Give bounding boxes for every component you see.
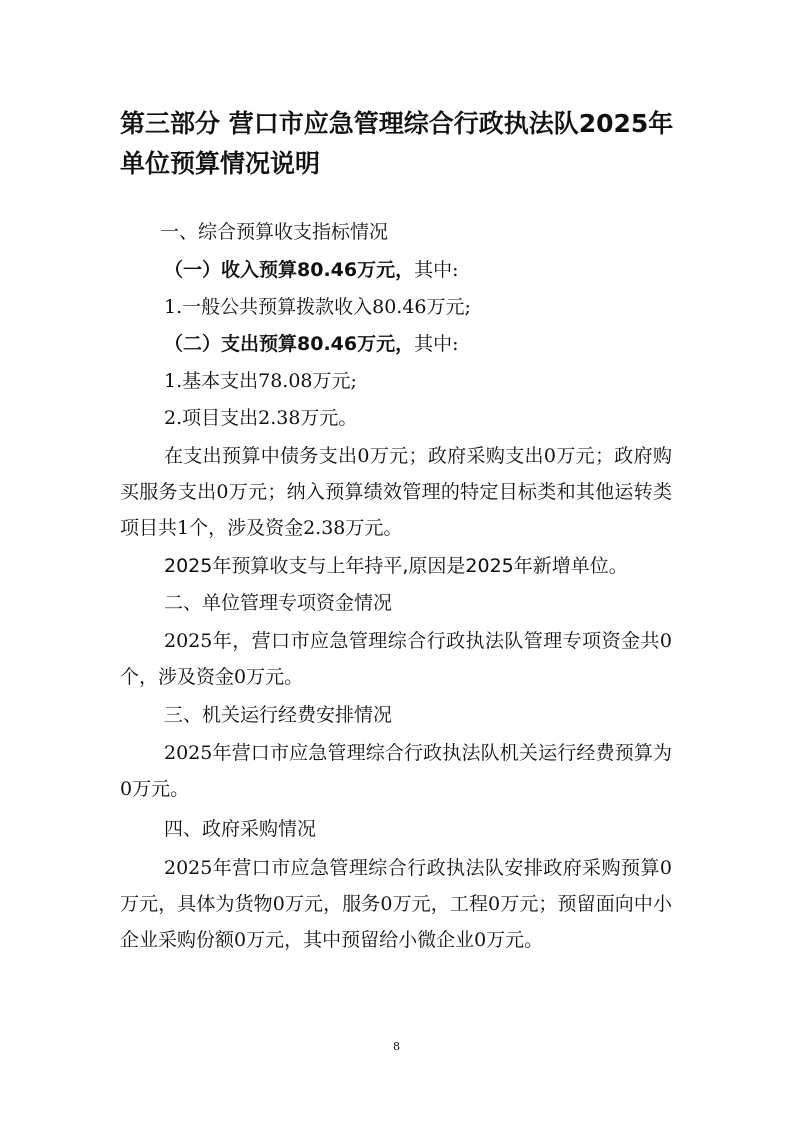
special-funds-paragraph: 2025年，营口市应急管理综合行政执法队管理专项资金共0个，涉及资金0万元。 (120, 630, 672, 688)
expense-detail-paragraph: 在支出预算中债务支出0万元；政府采购支出0万元；政府购买服务支出0万元；纳入预算绩效管理的特定目标类和其他运转类项目共1个，涉及资金2.38万元。 (120, 445, 672, 539)
document-title: 第三部分 营口市应急管理综合行政执法队2025年单位预算情况说明 (120, 109, 674, 178)
expense-item-1: 1.基本支出78.08万元; (164, 370, 357, 392)
section-2-heading: 二、单位管理专项资金情况 (164, 592, 393, 614)
budget-change-note: 2025年预算收支与上年持平,原因是2025年新增单位。 (164, 555, 628, 577)
section-4-heading: 四、政府采购情况 (164, 818, 317, 840)
expense-line (164, 332, 459, 357)
income-item-1: 1.一般公共预算拨款收入80.46万元; (164, 296, 471, 318)
income-budget-suffix: 其中: (414, 259, 459, 281)
operating-funds-paragraph: 2025年营口市应急管理综合行政执法队机关运行经费预算为0万元。 (120, 742, 672, 800)
expense-budget-suffix: 其中: (414, 333, 459, 355)
income-budget-label: （一）收入预算80.46万元， (164, 259, 415, 281)
page-number: 8 (393, 1040, 400, 1053)
procurement-paragraph: 2025年营口市应急管理综合行政执法队安排政府采购预算0万元，具体为货物0万元，服务0万元，工程0万元；预留面向中小企业采购份额0万元，其中预留给小微企业0万元。 (120, 857, 672, 951)
income-line (164, 258, 459, 283)
expense-budget-label: （二）支出预算80.46万元， (164, 333, 415, 355)
section-1-heading: 一、综合预算收支指标情况 (160, 221, 389, 243)
section-3-heading: 三、机关运行经费安排情况 (164, 704, 393, 726)
expense-item-2: 2.项目支出2.38万元。 (164, 407, 358, 429)
